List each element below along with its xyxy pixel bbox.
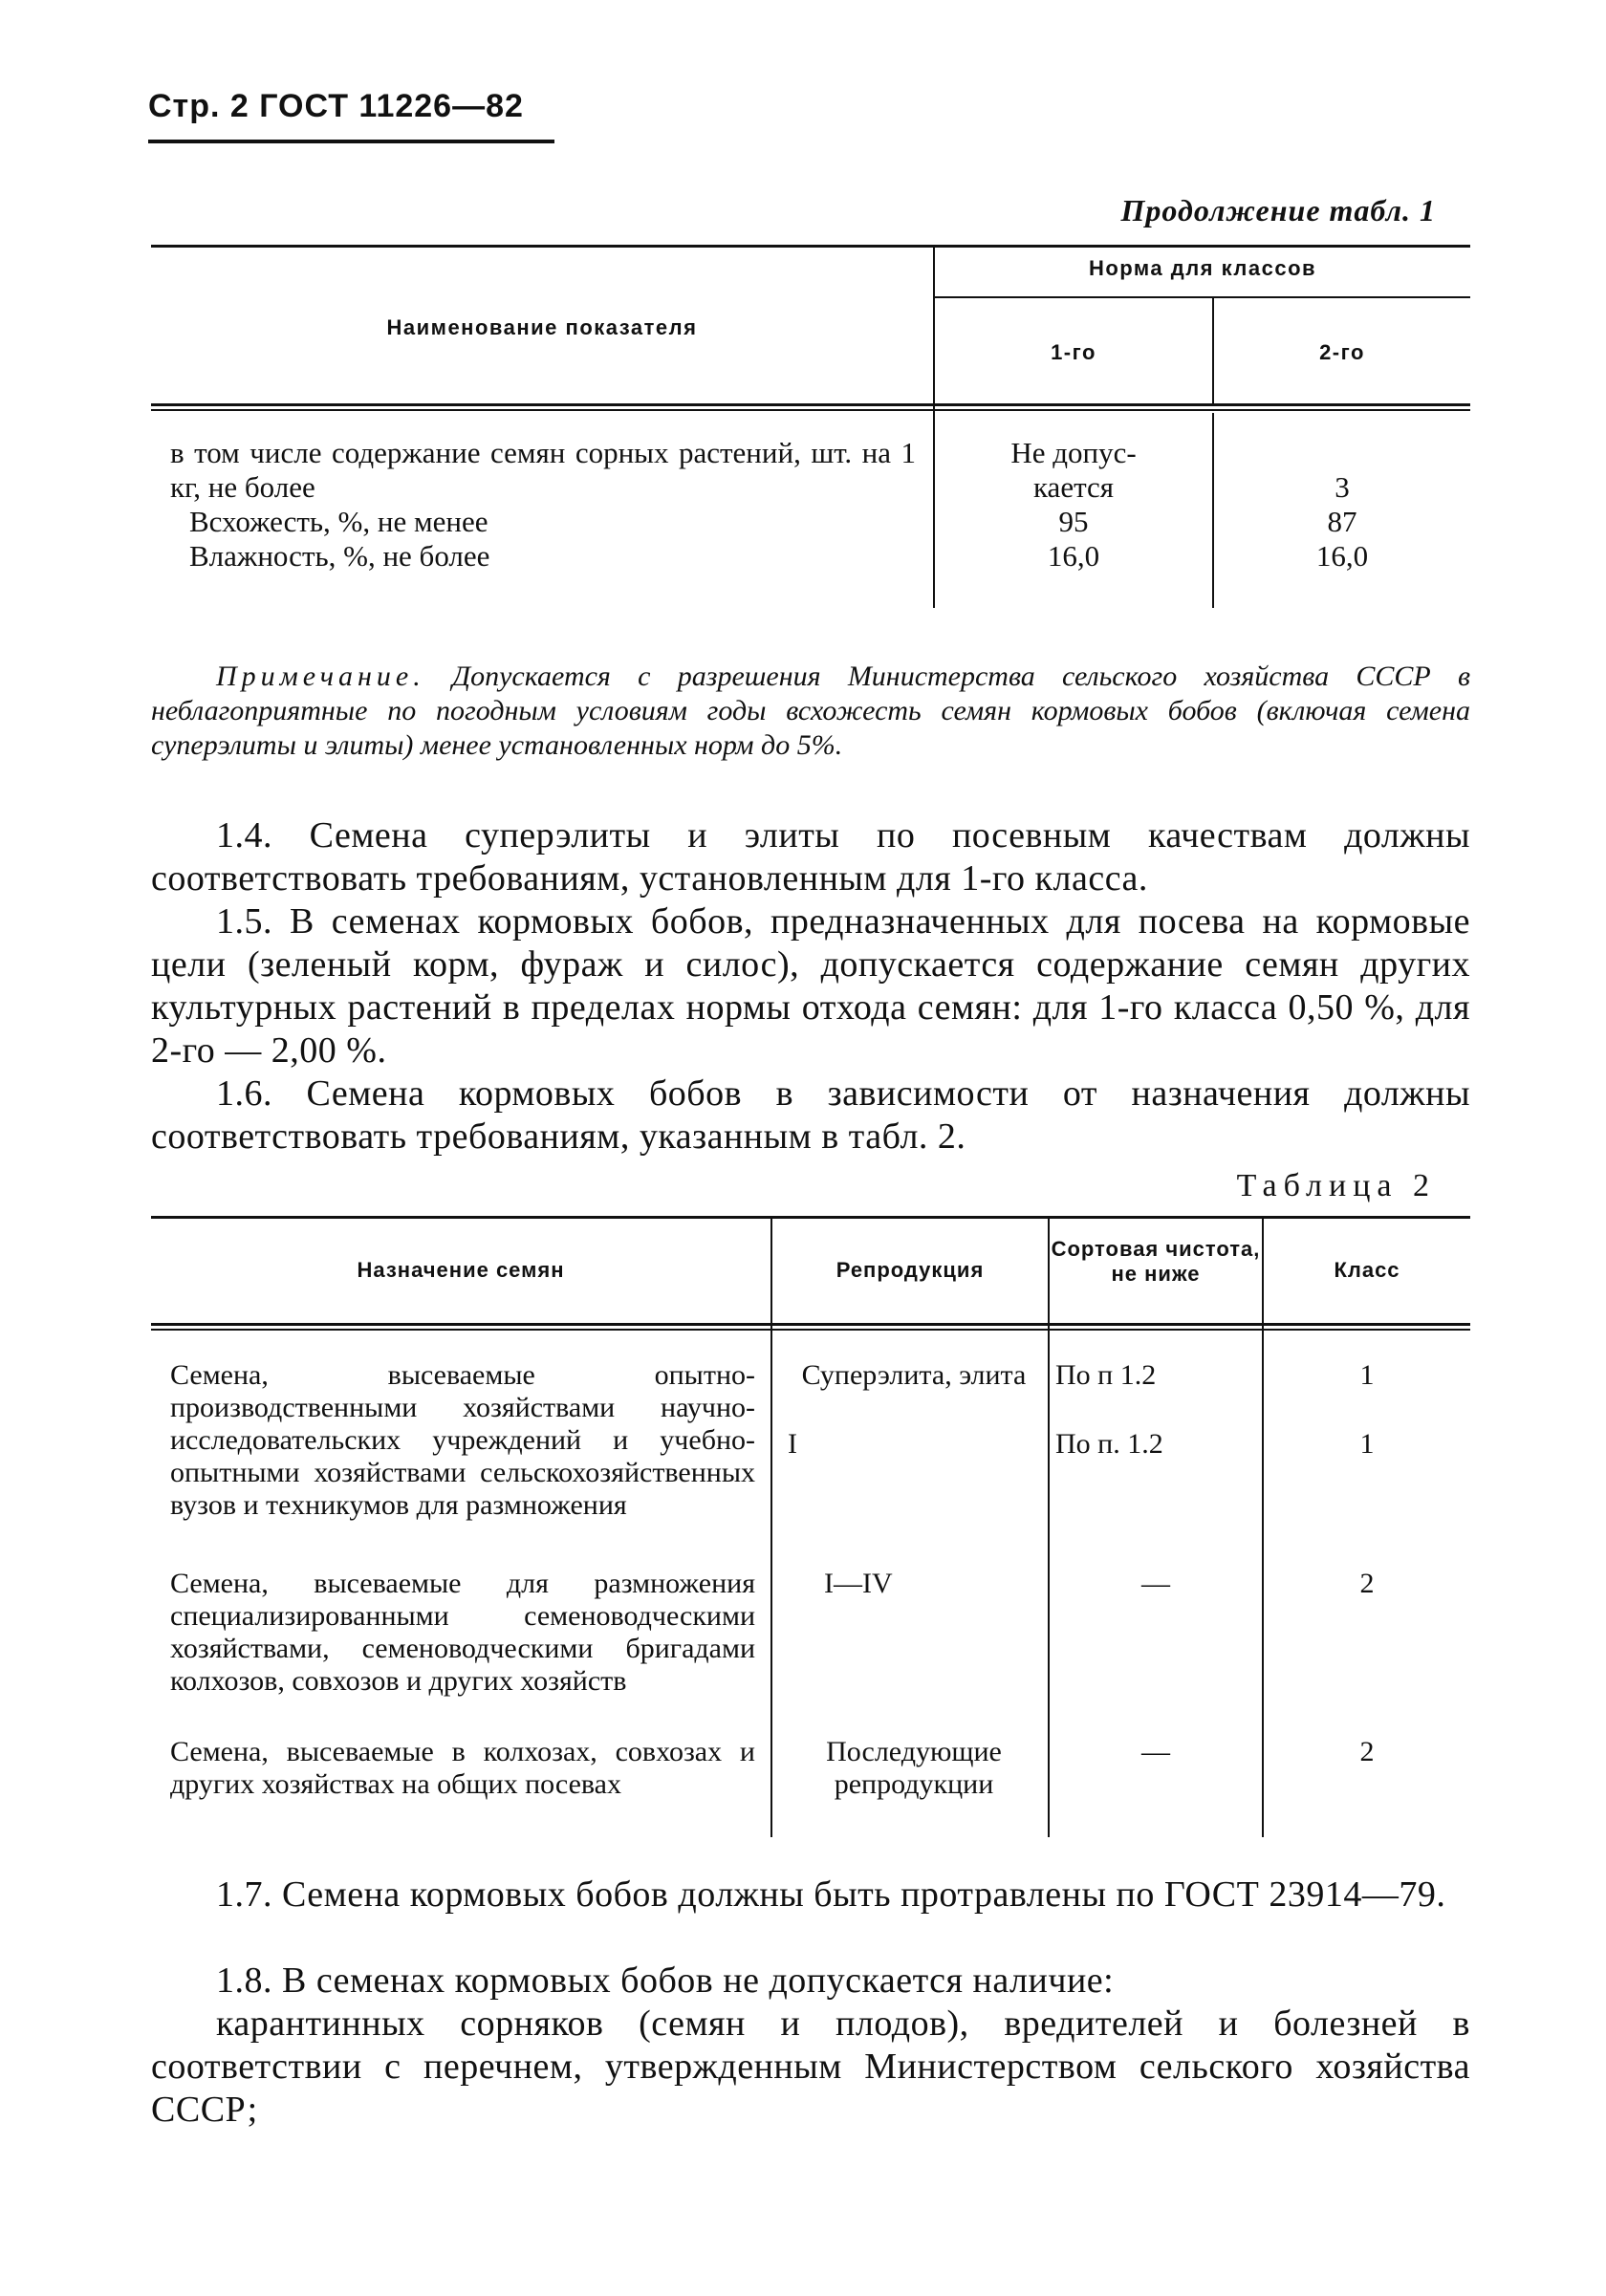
paragraph-1-4: 1.4. Семена суперэлиты и элиты по посевным качествам должны соответствовать требованиям, установленным для 1-го класса. (151, 815, 1470, 899)
table1-row-germination-class2: 87 (1327, 505, 1357, 538)
table2-header-rule (151, 1323, 1470, 1326)
table2-header-class: Класс (1334, 1258, 1400, 1282)
table2-row1-purpose: Семена, высеваемые опытно-производственными хозяйствами научно-исследовательских учреждений и учебно-опытными хозяйствами сельскохозяйственных вузов и техникумов для размножения (170, 1359, 755, 1521)
table2-row3-reproduction: Последующие репродукции (826, 1736, 1002, 1800)
table2-header-purpose: Назначение семян (357, 1258, 565, 1282)
table2-row2-purpose: Семена, высеваемые для размножения специализированными семеноводческими хозяйствами, семеноводческими бригадами колхозов, совхозов и других хозяйств (170, 1568, 755, 1697)
table1-header-norm: Норма для классов (1088, 256, 1317, 280)
table2-top-rule (151, 1216, 1470, 1219)
table2-row2-reproduction: I—IV (824, 1568, 893, 1599)
table1-row-weeds-class2: 3 (1335, 470, 1350, 504)
paragraph-1-8-item: карантинных сорняков (семян и плодов), вредителей и болезней в соответствии с перечнем, утвержденным Министерством сельского хозяйства СССР; (151, 2004, 1470, 2130)
paragraph-1-8: 1.8. В семенах кормовых бобов не допускается наличие: (216, 1960, 1115, 2001)
note-text: Допускается с разрешения Министерства сельского хозяйства СССР в неблагоприятные по погодным условиям годы всхожесть семян кормовых бобов (включая семена суперэлиты и элиты) менее установленных норм до 5%. (151, 661, 1471, 761)
paragraph-1-6: 1.6. Семена кормовых бобов в зависимости от назначения должны соответствовать требованиям, указанным в табл. 2. (151, 1073, 1470, 1157)
table1-row-weeds-name: в том числе содержание семян сорных растений, шт. на 1 кг, не более (170, 436, 916, 504)
table1-header-rule (151, 403, 1470, 406)
table2-row2-purity: — (1141, 1568, 1170, 1599)
table2-row3-purity: — (1141, 1736, 1170, 1767)
table1-subheader-rule (933, 296, 1470, 298)
table1-continuation-label: Продолжение табл. 1 (1120, 193, 1436, 227)
header-underline (148, 140, 554, 143)
table2-row2-class: 2 (1359, 1568, 1375, 1599)
table2-row1-reproduction-a: Суперэлита, элита (801, 1359, 1027, 1391)
table2-row1-purity-a: По п 1.2 (1055, 1359, 1157, 1391)
table-2 (151, 1216, 1470, 1837)
note-label: Примечание. (216, 661, 425, 692)
table1-row-weeds-class1-line1: Не допус- (1010, 436, 1137, 469)
table2-row1-reproduction-b: I (788, 1428, 797, 1460)
table-1 (151, 245, 1470, 608)
table1-header-class1: 1-го (1051, 340, 1096, 364)
table1-top-rule (151, 245, 1470, 248)
table2-row1-class-a: 1 (1359, 1359, 1375, 1391)
table1-note (151, 660, 1470, 763)
table1-row-germination-name: Всхожесть, %, не менее (189, 505, 488, 538)
table2-column-divider (770, 1216, 772, 1837)
table2-header-rule-double (151, 1329, 1470, 1331)
table2-row1-class-b: 1 (1359, 1428, 1375, 1460)
table1-row-weeds-class1-line2: кается (1032, 470, 1115, 504)
table1-row-moisture-name: Влажность, %, не более (189, 539, 490, 573)
table2-label: Таблица 2 (1236, 1168, 1436, 1203)
table1-header-rule-double (151, 409, 1470, 411)
table2-row3-purpose: Семена, высеваемые в колхозах, совхозах и других хозяйствах на общих посевах (170, 1736, 755, 1800)
table2-row3-class: 2 (1359, 1736, 1375, 1767)
table1-row-moisture-class2: 16,0 (1315, 539, 1369, 573)
table1-row-moisture-class1: 16,0 (1047, 539, 1100, 573)
table1-header-class2: 2-го (1319, 340, 1365, 364)
table2-header-purity: Сортовая чистота, не ниже (1051, 1237, 1261, 1286)
table1-row-germination-class1: 95 (1058, 505, 1089, 538)
page-header: Стр. 2 ГОСТ 11226—82 (148, 88, 524, 124)
table1-header-name: Наименование показателя (386, 315, 698, 339)
table2-header-reproduction: Репродукция (836, 1258, 985, 1282)
paragraph-1-5: 1.5. В семенах кормовых бобов, предназначенных для посева на кормовые цели (зеленый корм, фураж и силос), допускается содержание семян других культурных растений в пределах нормы отхода семян: для 1-го класса 0,50 %, для 2-го — 2,00 %. (151, 901, 1470, 1071)
table2-row1-purity-b: По п. 1.2 (1055, 1428, 1163, 1460)
paragraph-1-7: 1.7. Семена кормовых бобов должны быть протравлены по ГОСТ 23914—79. (216, 1874, 1446, 1915)
